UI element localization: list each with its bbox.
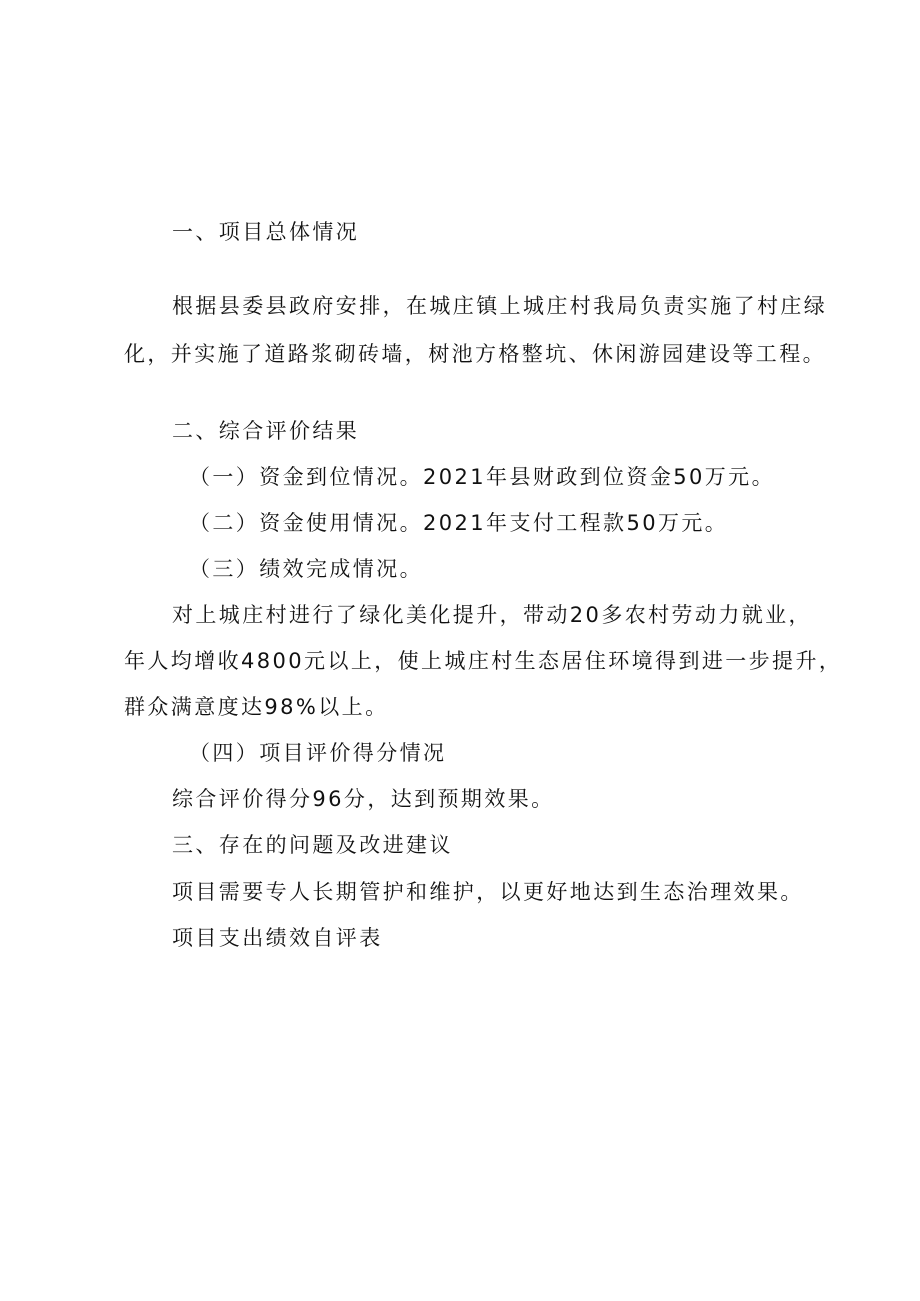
section2-item-performance: （三）绩效完成情况。 [189, 557, 423, 581]
section2-paragraph-line-2: 年人均增收4800元以上，使上城庄村生态居住环境得到进一步提升， [124, 649, 843, 673]
section2-heading: 二、综合评价结果 [172, 419, 360, 443]
section2-item-funds-usage: （二）资金使用情况。2021年支付工程款50万元。 [189, 511, 729, 535]
section3-heading: 三、存在的问题及改进建议 [172, 833, 453, 857]
section1-heading: 一、项目总体情况 [172, 220, 360, 244]
section2-item-funds-arrival: （一）资金到位情况。2021年县财政到位资金50万元。 [189, 465, 775, 489]
section2-item-score: （四）项目评价得分情况 [189, 741, 447, 765]
section3-paragraph: 项目需要专人长期管护和维护，以更好地达到生态治理效果。 [172, 880, 804, 904]
section1-paragraph-line-2: 化，并实施了道路浆砌砖墙，树池方格整坑、休闲游园建设等工程。 [124, 342, 826, 366]
section1-paragraph-line-1: 根据县委县政府安排，在城庄镇上城庄村我局负责实施了村庄绿 [172, 294, 828, 318]
section2-score-text: 综合评价得分96分，达到预期效果。 [172, 787, 555, 811]
section2-paragraph-line-1: 对上城庄村进行了绿化美化提升，带动20多农村劳动力就业， [172, 603, 812, 627]
section3-table-title: 项目支出绩效自评表 [172, 926, 383, 950]
section2-paragraph-line-3: 群众满意度达98%以上。 [124, 695, 389, 719]
